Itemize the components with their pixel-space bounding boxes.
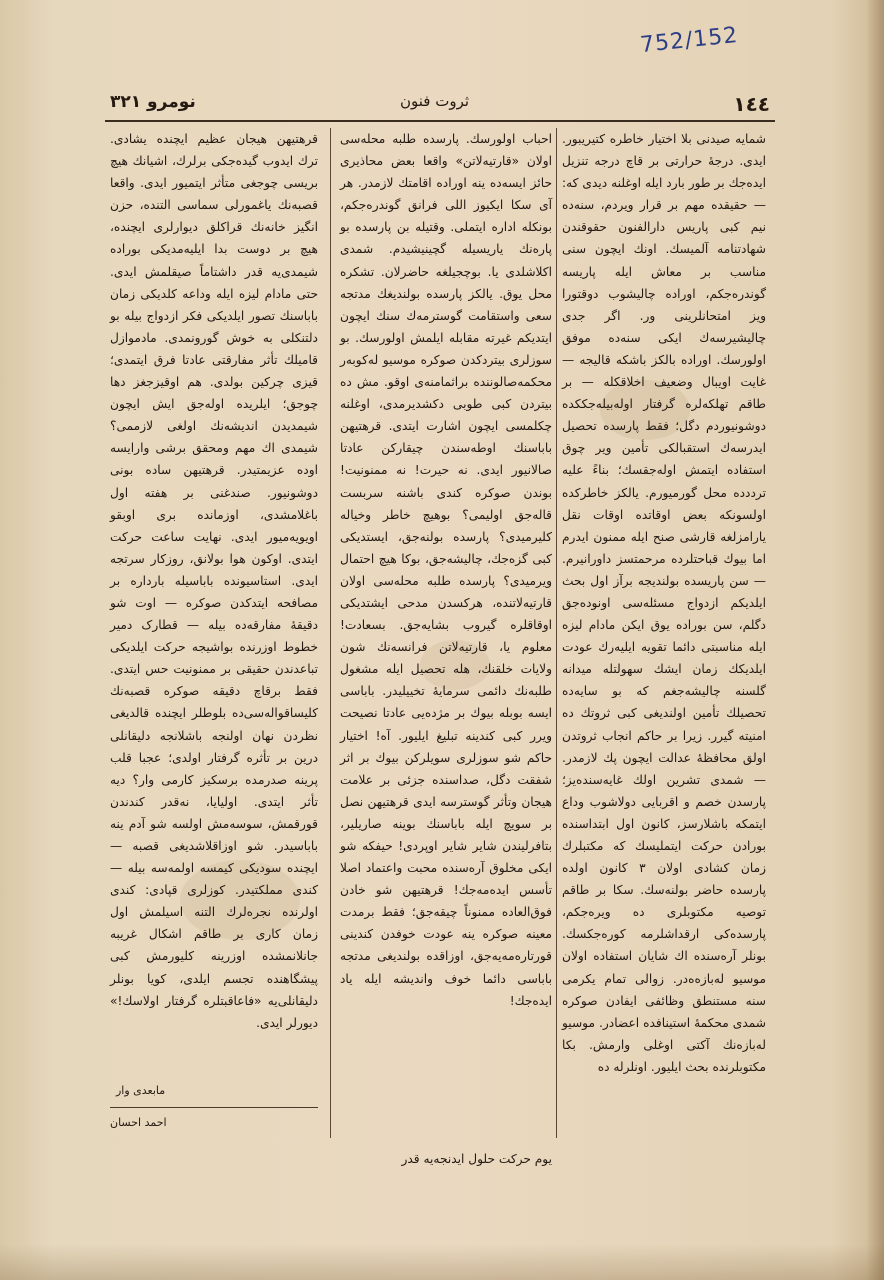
author-name: احمد احسان: [110, 1116, 167, 1129]
page-edge-shadow: [866, 0, 884, 1280]
magazine-title: ثروت فنون: [400, 92, 470, 110]
to-be-continued: مابعدی وار: [116, 1084, 166, 1097]
issue-number: نومرو ٣٢١: [110, 92, 196, 112]
column-text: احباب اولورسك. پارسده طلبه محله‌سی اولان «قارتیه‌لاتن» واقعا بعض محاذیری حائز ایسه‌ده ینه اوراده اقامتك لازمدر. هر آی سکا ایکیوز اللی فرانق گوندره‌جکم، بونکله اداره ایتملی. وقتیله بن پارسده بو پاره‌نك یاریسیله گچینیشیدم. شمدی اکلاشلدی یا. بوچجیلغه حاضرلان. تشکره محل یوق. یالکز پارسده بولندیغك مدتجه سعی واستقامت گوسترمه‌ك سنك ایچون ایتدیکم غیرته مقابله ایلمش اولورسك. بو سوزلری بیتردکدن صوکره موسیو له‌کوبه‌ر محکمه‌صالوننده براثمامنه‌ی اوقو. مش ده بیتردن کبی طوبی دکشدیرمدی، اوغلنه چکلمسی ایچون اشارت ایتدی. قرهتیهن باباسنك اوطه‌سندن چیقارکن عادتا صالانیور ایدی. نه حیرت! نه ممنونیت! بوندن صوکره کندی باشنه سربست قاله‌جق اولیمی؟ بوهیچ خاطر وخیاله کلیرمیدی؟ پارسده بولنه‌جق، ایستدیکی کبی گزه‌جك، چالیشه‌جق، بوکا هیچ احتمال ویرمیدی؟ پارسده طلبه محله‌سی اولان قارتیه‌لاتنده، هرکسدن مدحی ایشتدیکی اوقاقلره گیروب بشایه‌جق. بسعادت! معلوم یا، قارتیه‌لاتن فرانسه‌نك شون ولایات خلقنك، هله تحصیل ایله مشغول طلبه‌نك دائمی سرمایهٔ تخییلیدر. باباسی ایسه بوبله بیوك بر مژده‌یی عادتا نصیحت ویرر کبی کندینه تبلیغ ایلیور. آه! اختیار حاکم شو سوزلری سویلرکن بیوك بر اثر شفقت دگل، صداسنده جزئی بر علامت هیجان وتأثر گوسترسه ایدی قرهتیهن نصل بر سویچ ایله باباسنك بوینه صاریلیر، بتافرلیندن شایر شایر اوپردی! حیفکه شو ایکی مخلوق آره‌سنده محبت واعتماد اصلا تأسس ایده‌مه‌جك! قرهتیهن شو خادن فوق‌العاده ممنوناً چیقه‌جق؛ فقط برمدت معینه صوکره ینه عودت خوفدن کندینی قورتاره‌مه‌یه‌جق، اوزاقده بولندیغی مدتجه باباسی دائما خوف واندیشه ایله یاد ایده‌جك!: [340, 132, 552, 1008]
running-head: [110, 92, 770, 116]
archive-handwritten-number: 752/152: [638, 22, 740, 59]
column-last-line: یوم حرکت حلول ایدنجه‌یه قدر: [401, 1152, 552, 1166]
page-edge-shadow: [0, 1244, 884, 1280]
column-text: شمایه صیدنی بلا اختیار خاطره کتیریبور. ایدی. درجهٔ حرارتی بر قاچ درجه تنزیل ایده‌جك بر طور بارد ایله اوغلنه دیدی که: — حقیقده مهم بر قرار ویردم، سنه‌ده نیم کبی پاریس دارالفنون حقوقندن شهادتنامه آلمیسك. اونك ایچون سنی مناسب بر معاش ایله پاریسه گوندره‌جکم، اوراده چالیشوب دوقتورا ویز امتحانلرینی ور. اگر جدی چالیشیرسه‌ك ایکی سنه‌ده موفق اولورسك. اوراده بالکز باشکه قالیجه — غایت اویبال وضعیف اخلاقکله — بر طاقم تهلکه‌لره گرفتار اوله‌بیله‌جککده دوشونیوردم دگل؛ فقط پارسده تحصیل ایدرسه‌ك استقبالکی تأمین ویر چوق استفاده ایتمش اوله‌جقسك؛ بناءً علیه ترددده محل گورمیورم. یالکز خاطرکده اولسونکه بعض اوقاتده اوقات نقل یارامزلغه قارشی صنح ایله ممنون ایدرم اما بیوك قباحتلرده مرحمتسز داورانیرم. — سن پاریسده بولندیجه برآز اول بحث ایلدیکم ازدواج مسئله‌سی اونوده‌جق دگلم، سن بوراده یوق ایکن مادام لیزه ایله مناسبتی دائما تقویه ایلیه‌رك عودت ایلدیکك زمان ایشك سهولتله میدانه گلسنه چالیشه‌جغم که بو سایه‌ده تحصیلك تأمین اولندیغی کبی ثروتك ده امنیته گیرر. زیرا بر حاکم انجاب ثروتدن اولق محافظهٔ عدالت ایچون پك لازمدر. — شمدی تشرین اولك غایه‌سنده‌یز؛ پارسدن خصم و اقربایی دولاشوب وداع ایتمکه باشلارسز، کانون اول ابتداسنده بورادن حرکت ایتملیسك که مکتبلرك زمان کشادی اولان ۳ کانون اولده پارسده حاضر بولنه‌سك. سکا بر طاقم توصیه مکتوبلری ده ویره‌جکم، پارسده‌کی ارقداشلرمه کوره‌جکسك. بونلر آره‌سنده اك شایان استفاده اولان موسیو له‌بازه‌ه‌در. زوالی تمام یکرمی سنه مستنطق وظائفی ایفادن صوکره شمدی محکمهٔ استینافده اعضادر. موسیو له‌بازه‌نك آکتی اوغلی وارمش. بکا مکتوبلرنده بحث ایلیور. اونلرله ده: [562, 132, 766, 1074]
signature-block: [110, 1084, 318, 1129]
column-text: قرهتیهن هیجان عظیم ایچنده یشادی. ترك ایدوب گیده‌جکی برلرك، اشیانك هیچ بریسی چوجغی متأثر ایتمیور ایدی. واقعا قصبه‌نك یاغمورلی سماسی التنده، حزن انگیز خانه‌نك قراکلق دیوارلری ایچنده، هیچ بر دوست بدا ایلیه‌مدیکی بوراده شیمدی‌یه قدر داشتاماً صیقلمش ایدی. حتی مادام لیزه ایله وداعه کلدیکی زمان باباسنك تصور ایلدیکی فکر ازدواج بیله بو دلتنکلی به خوش گورونمدی. مادموازل قامیلك تأثر مفارقتی عادتا فرق ایتمدی؛ قیزی چرکین بولدی. هم اوقیزجغز دها چوجق؛ ایلریده اوله‌جق ایش ایچون شیمدیدن اندیشه‌نك اولغی لازممی؟ شیمدی اك مهم ومحقق برشی وارایسه اوده عزیمتیدر. قرهتیهن ساده بونی دوشونیور. صندغنی بر هفته اول باغلامشدی، اوزمانده بری اوبقو اویویه‌میور ایدی. نهایت ساعت حرکت ایتدی. اوکون هوا بولانق، روزکار سرتجه ایدی. استاسیونده باباسیله بارداره بر مصافحه ایتدکدن صوکره — اوت شو دقیقهٔ مفارقه‌ده بیله — قطارک دمیر خطوط اوزرنده بواشیجه حرکت ایلدیکی تباعدندن حقیقی بر ممنونیت حس ایتدی. فقط برقاچ دقیقه صوکره قصبه‌نك کلیساقواله‌سی‌ده بلوطلر ایچنده قالدیغی نظردن نهان اولنجه باشلانجه دلیقانلی درین بر تأثره گرفتار اولدی؛ عجبا قلب پرینه صدرمده برسکیز کارمی وار؟ دیه تأثر ایتدی. اولیایا، نه‌قدر کندندن قورقمش، سوسه‌مش اولسه شو آدم ینه باباسیدر. شو اوزاقلاشدیغی قصبه — ایچنده سودیکی کیمسه اولمه‌سه بیله — کندی مملکتیدر. کوزلری قپادی: کندی اولرنده نجره‌لرك التنه اسیلمش اول زمان کاری بر طاقم اشکال غریبه جانلانمشده اوزرینه کلیورمش کبی پیشگاهنده تجسم ایلدی، کویا بونلر دلیقانلی‌یه «فاعاقبتلره گرفتار اولاسك!» دیورلر ایدی.: [110, 132, 318, 1030]
text-column-right: [562, 128, 766, 1078]
signature-rule: [110, 1107, 318, 1108]
column-divider: [556, 128, 557, 1138]
page-number: ١٤٤: [733, 92, 770, 116]
text-column-middle: [340, 128, 552, 1012]
column-divider: [330, 128, 331, 1138]
header-rule: [105, 120, 775, 122]
text-column-left: [110, 128, 318, 1034]
